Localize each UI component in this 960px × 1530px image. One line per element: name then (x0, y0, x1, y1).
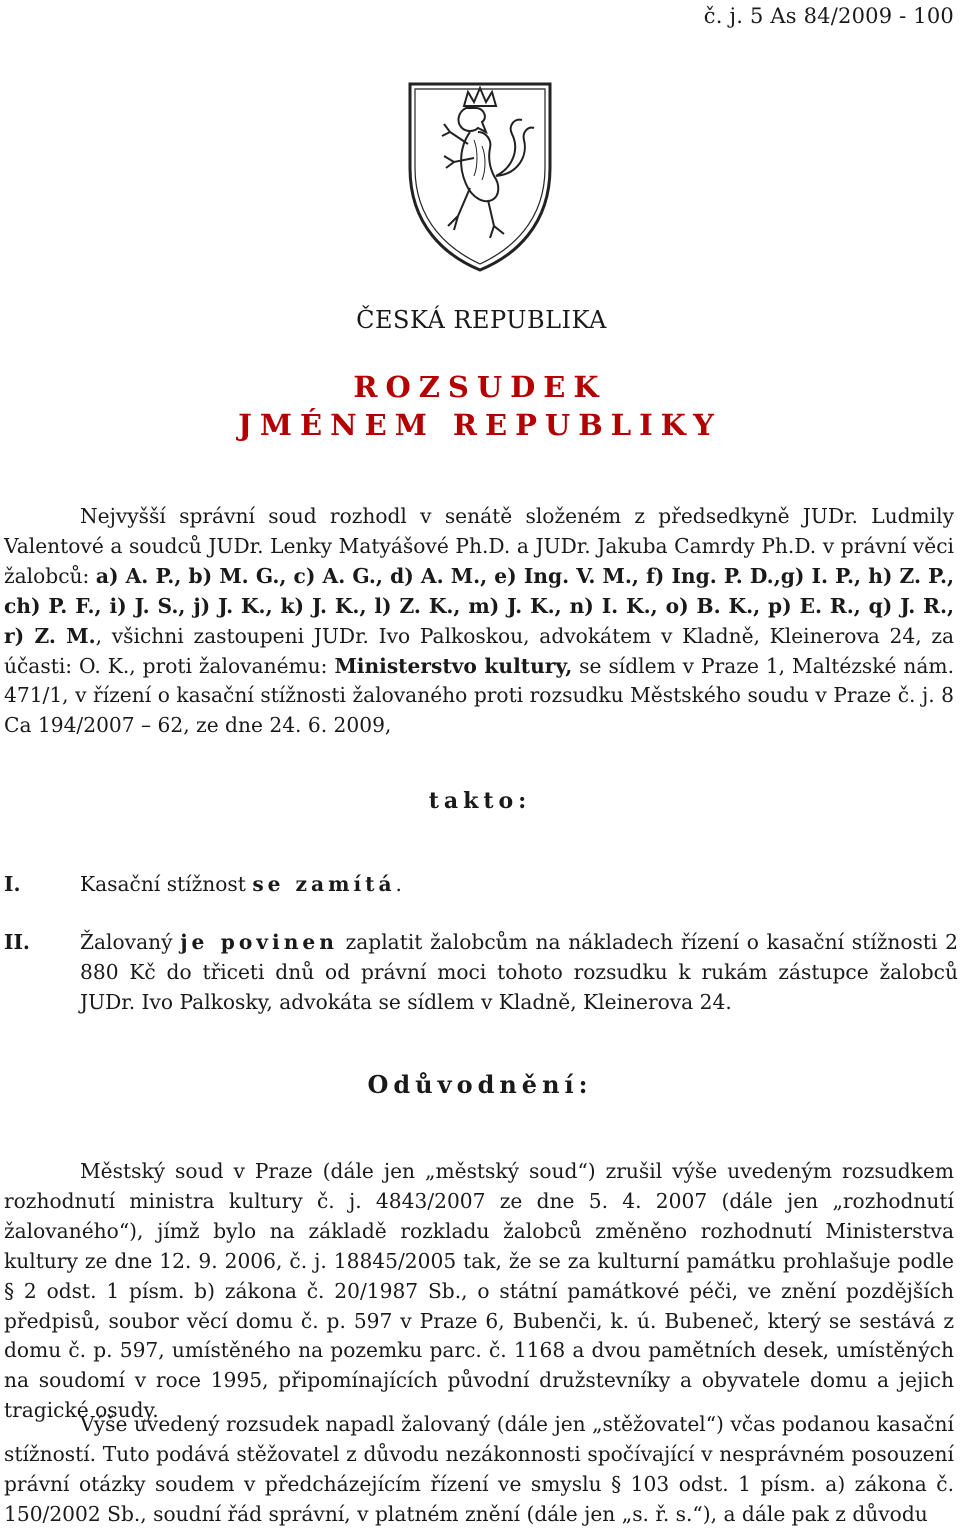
item-emphasis: je povinen (180, 930, 338, 954)
item-text (80, 928, 958, 1018)
reasoning-paragraph-2: Výše uvedený rozsudek napadl žalovaný (dále jen „stěžovatel“) včas podanou kasační stížností. Tuto podává stěžovatel z důvodu nezákonnosti spočívající v nesprávném posouzení právní otázky soudem v předcházejícím řízení ve smyslu § 103 odst. 1 písm. a) zákona č. 150/2002 Sb., soudní řád správní, v platném znění (dále jen „s. ř. s.“), a dále pak z důvodu (4, 1412, 954, 1526)
takto-heading: takto: (428, 788, 532, 814)
case-number: č. j. 5 As 84/2009 - 100 (703, 4, 954, 28)
intro-text-2: , všichni zastoupeni JUDr. Ivo Palkoskou, advokátem v Kladně, Kleinerova 24, za účasti: O. K., proti žalovanému: (4, 623, 954, 678)
verdict-title (0, 368, 960, 444)
item-number: I. (4, 872, 21, 896)
item-text-end: . (395, 872, 402, 896)
verdict-title-line1: ROZSUDEK (353, 370, 607, 404)
item-number: II. (4, 930, 30, 954)
item-text-start: Kasační stížnost (80, 872, 253, 896)
reasoning-paragraph-1: Městský soud v Praze (dále jen „městský soud“) zrušil výše uvedeným rozsudkem rozhodnutí ministra kultury č. j. 4843/2007 ze dne 5. 4. 2007 (dále jen „rozhodnutí žalovaného“), jímž bylo na základě rozkladu žalobců změněno rozhodnutí Ministerstva kultury ze dne 12. 9. 2006, č. j. 18845/2005 tak, že se za kulturní památku prohlašuje podle § 2 odst. 1 písm. b) zákona č. 20/1987 Sb., o státní památkové péči, ve znění pozdějších předpisů, soubor věcí domu č. p. 597 v Praze 6, Bubenči, k. ú. Bubeneč, který se sestává z domu č. p. 597, umístěného na pozemku parc. č. 1168 a dvou pamětních desek, umístěných na soudomí v roce 1995, připomínajících původní družstevníky a obyvatele domu a jejich tragické osudy. (4, 1159, 954, 1423)
item-emphasis: se zamítá (252, 872, 396, 896)
intro-text-3: se sídlem v Praze 1, Maltézské nám. 471/1, v řízení o kasační stížnosti žalovaného proti rozsudku Městského soudu v Praze č. j. 8 Ca 194/2007 – 62, ze dne 24. 6. 2009, (4, 653, 954, 738)
item-text-start: Žalovaný (80, 930, 181, 954)
item-text (80, 870, 958, 900)
verdict-title-line2: JMÉNEM REPUBLIKY (238, 408, 722, 442)
item-text-end: zaplatit žalobcům na nákladech řízení o kasační stížnosti 2 880 Kč do třiceti dnů od právní moci tohoto rozsudku k rukám zástupce žalobců JUDr. Ivo Palkosky, advokáta se sídlem v Kladně, Kleinerova 24. (80, 930, 958, 1014)
czech-lion-coat-of-arms-icon (404, 76, 556, 274)
reasoning-heading: Odůvodnění: (367, 1070, 593, 1099)
intro-paragraph (4, 502, 954, 741)
country-name: ČESKÁ REPUBLIKA (356, 306, 607, 334)
defendant: Ministerstvo kultury, (334, 653, 573, 678)
intro-text-1: Nejvyšší správní soud rozhodl v senátě složeném z předsedkyně JUDr. Ludmily Valentové a soudců JUDr. Lenky Matyášové Ph.D. a JUDr. Jakuba Camrdy Ph.D. v právní věci žalobců: (4, 504, 954, 588)
plaintiffs: a) A. P., b) M. G., c) A. G., d) A. M., e) Ing. V. M., f) Ing. P. D.,g) I. P., h) Z. P., ch) P. F., i) J. S., j) J. K., k) J. K., l) Z. K., m) J. K., n) I. K., o) B. K., p) E. R., q) J. R., r) Z. M. (4, 563, 955, 648)
